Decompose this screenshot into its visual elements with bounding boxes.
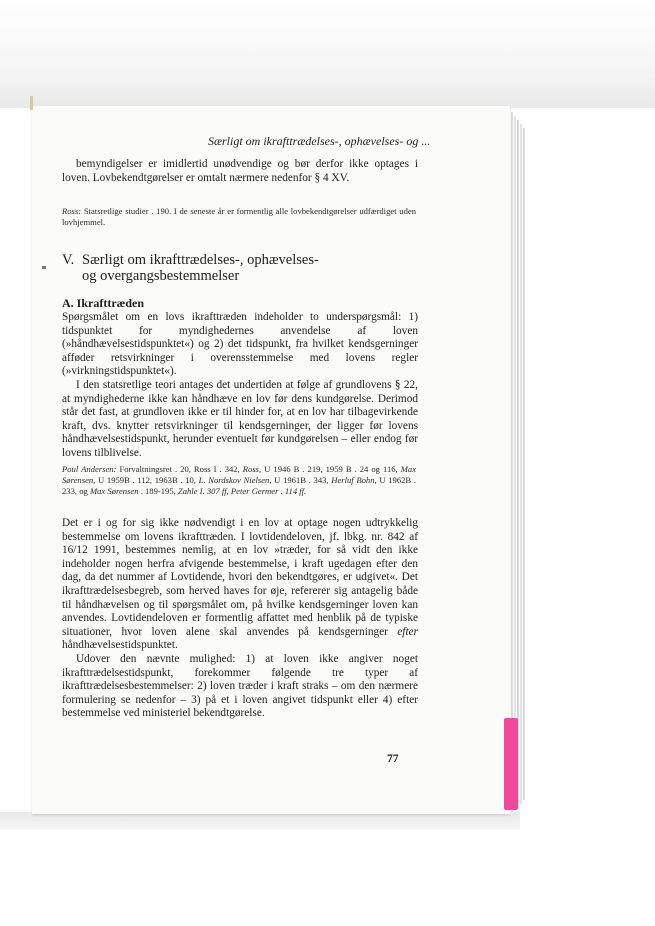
paragraph-3-text-b: håndhævelsestidspunktet. [62, 639, 178, 652]
paragraph-2: I den statsretlige teori antages det undertiden at følge af grundlovens § 22, at myndighederne ikke kan håndhæve en lov før dens kundgørelse. Derimod står det fast, at grundloven ikke er til hinder for, at en lov har tilbagevirkende kraft, dvs. knytter retsvirkninger til kendsgerninger, der ligger før lovens håndhævelsestidspunkt, herunder eventuelt før kundgørelsen – eller endog før lovens tilblivelse. [62, 378, 418, 459]
footnote-reference-2 [62, 464, 416, 497]
scan-background-bottom [0, 820, 655, 926]
scan-background-top [0, 0, 655, 108]
ref2-text-5: U 1962B . 233, og [62, 475, 417, 496]
body-text-1 [62, 311, 418, 461]
page-edge [514, 116, 516, 810]
ref2-text-3: U 1959B . 112, 1963B . 10, [95, 475, 199, 485]
ref2-author-7: Zahle I. 307 ff, Peter Germer . 114 ff. [177, 486, 307, 496]
pink-page-tab [504, 718, 518, 810]
margin-dot [42, 266, 46, 269]
page-number: 77 [387, 753, 399, 765]
ref2-author-2: Ross, [242, 464, 262, 474]
page-edge [517, 120, 519, 808]
subsection-heading: A. Ikrafttræden [62, 296, 144, 310]
page-edge [520, 124, 522, 804]
page-edge [523, 128, 525, 800]
ref2-author-3: Max Sørensen, [62, 464, 417, 485]
ref1-author: Ross: [62, 206, 82, 216]
ref2-text-2: U 1946 B . 219, 1959 B . 24 og 116, [261, 464, 401, 474]
ref2-text-4: U 1961B . 343, [271, 475, 332, 485]
ref2-author-4: L. Nordskov Nielsen, [198, 475, 272, 485]
footnote-reference-1 [62, 206, 416, 228]
ref1-text: Statsretlige studier . 190. I de seneste år er formentlig alle lovbekendtgørelser udfærdiget uden lovhjemmel. [62, 206, 416, 227]
running-head: Særligt om ikrafttrædelses-, ophævelses- og ... [208, 134, 431, 148]
ref2-text-6: . 189-195, [138, 486, 178, 496]
intro-paragraph [62, 158, 418, 185]
section-title-line1: Særligt om ikrafttrædelses-, ophævelses- [82, 252, 319, 268]
binding-mark [30, 96, 33, 110]
paragraph-1: Spørgsmålet om en lovs ikrafttræden indeholder to underspørgsmål: 1) tidspunktet for myndighedernes anvendelse af loven (»håndhævelsestidspunktet«) og 2) det tidspunkt, fra hvilket kendsgerninger afføder retsvirkninger i overensstemmelse med lovens regler (»virkningstidspunktet«). [62, 311, 418, 378]
body-text-2 [62, 517, 418, 721]
section-heading [62, 252, 362, 284]
section-number: V. [62, 252, 75, 268]
paragraph-3-emphasis: efter [397, 625, 418, 638]
ref2-author-6: Max Sørensen [89, 486, 139, 496]
page-edge [511, 112, 513, 812]
paragraph-3-text-a: Det er i og for sig ikke nødvendigt i en lov at optage nogen udtrykkelig bestemmelse om lovens ikrafttræden. I lovtidendeloven, jf. lbkg. nr. 842 af 16/12 1991, bestemmes nemlig, at en lov »træder, for så vidt den ikke indeholder nogen herfra afvigende bestemmelse, i kraft ugedagen efter den dag, da det nummer af Lovtidende, hvori den bekendtgøres, er udgivet«. Det ikrafttrædelsesbegreb, som herved haves for øje, refererer sig antagelig både til håndhævelsen og til spørgsmålet om, på hvilke kendsgerninger loven kan anvendes. Lovtidendeloven er formentlig affattet med henblik på de typiske situationer, hvor loven alene skal anvendes på kendsgerninger [62, 517, 418, 638]
paragraph-3 [62, 517, 418, 653]
paragraph-4: Udover den nævnte mulighed: 1) at loven ikke angiver noget ikrafttrædelsestidspunkt, forekommer følgende tre typer af ikrafttrædelsesbestemmelser: 2) loven træder i kraft straks – om den nærmere formulering se nedenfor – 3) på et i loven angivet tidspunkt eller 4) efter bestemmelse ved ministeriel bekendtgørelse. [62, 652, 418, 720]
intro-text: bemyndigelser er imidlertid unødvendige og bør derfor ikke optages i loven. Lovbekendtgørelser er omtalt nærmere nedenfor § 4 XV. [62, 158, 418, 184]
ref2-author-1: Poul Andersen: [62, 464, 117, 474]
ref2-author-5: Herluf Bohn, [331, 475, 377, 485]
page-shadow [0, 812, 520, 830]
ref2-text-1: Forvaltningsret . 20, Ross I . 342, [116, 464, 243, 474]
section-title-line2: og overgangsbestemmelser [82, 268, 240, 284]
